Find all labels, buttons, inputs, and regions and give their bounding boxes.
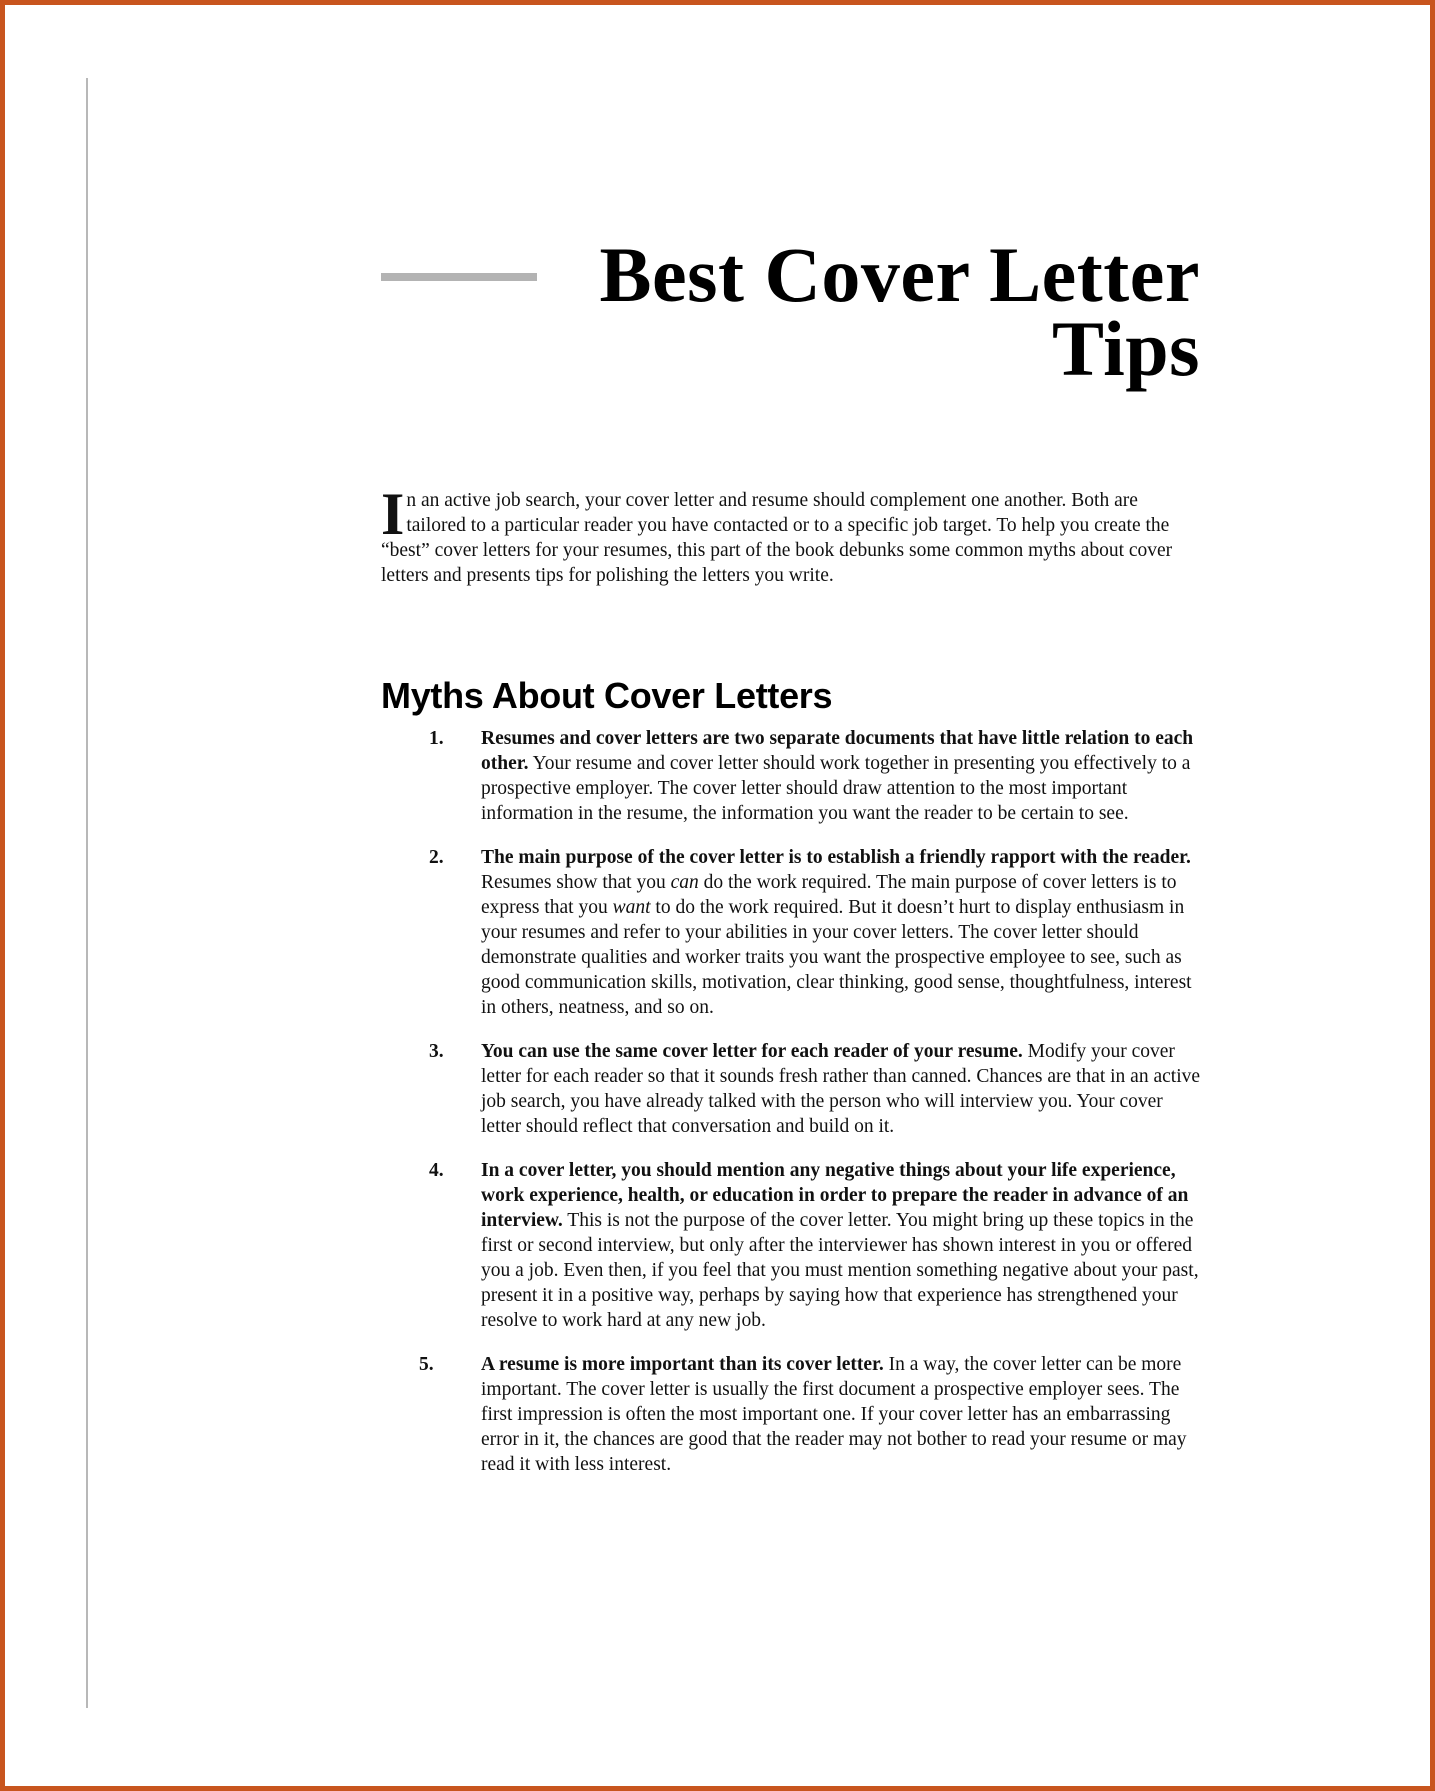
section-heading: Myths About Cover Letters bbox=[381, 675, 833, 716]
intro-paragraph bbox=[381, 481, 1201, 588]
emphasis: can bbox=[670, 872, 699, 893]
emphasis: want bbox=[612, 897, 651, 918]
myth-number: 2. bbox=[429, 847, 444, 868]
page-title bbox=[599, 231, 1200, 392]
title-accent-bar bbox=[381, 273, 537, 281]
title-line-1: Best Cover Letter bbox=[599, 231, 1200, 318]
myth-item bbox=[381, 845, 1201, 1020]
myth-claim: In a cover letter, you should mention any negative things about your life experience, work experience, health, or education in order to prepare the reader in advance of an interview. bbox=[481, 1160, 1189, 1231]
myth-item bbox=[381, 1158, 1201, 1333]
myth-claim: Resumes and cover letters are two separate documents that have little relation to each other. bbox=[481, 728, 1194, 774]
margin-rule bbox=[86, 78, 88, 1708]
myth-number: 5. bbox=[419, 1354, 434, 1375]
intro-text: n an active job search, your cover letter and resume should complement one another. Both are tailored to a particular reader you have contacted or to a specific job target. To help you create the “best” cover letters for your resumes, this part of the book debunks some common myths about cover letters and presents tips for polishing the letters you write. bbox=[381, 490, 1173, 586]
myth-body: Modify your cover letter for each reader so that it sounds fresh rather than canned. Chances are that in an active job search, you have already talked with the person who will interview you. Your cover letter should reflect that conversation and build on it. bbox=[481, 1041, 1201, 1137]
myth-claim: The main purpose of the cover letter is to establish a friendly rapport with the reader. bbox=[481, 847, 1191, 868]
myth-claim: You can use the same cover letter for each reader of your resume. bbox=[481, 1041, 1023, 1062]
myth-number: 4. bbox=[429, 1160, 444, 1181]
title-line-2: Tips bbox=[1051, 305, 1200, 392]
myth-body: This is not the purpose of the cover letter. You might bring up these topics in the first or second interview, but only after the interviewer has shown interest in you or offered you a job. Even then, if you feel that you must mention something negative about your past, present it in a positive way, perhaps by saying how that experience has strengthened your resolve to work hard at any new job. bbox=[481, 1210, 1199, 1331]
myth-body: to do the work required. But it doesn’t hurt to display enthusiasm in your resumes and refer to your abilities in your cover letters. The cover letter should demonstrate qualities and worker traits you want the prospective employee to see, such as good communication skills, motivation, clear thinking, good sense, thoughtfulness, interest in others, neatness, and so on. bbox=[481, 897, 1192, 1018]
myth-number: 3. bbox=[429, 1041, 444, 1062]
drop-cap: I bbox=[381, 481, 405, 547]
myth-body: In a way, the cover letter can be more important. The cover letter is usually the first document a prospective employer sees. The first impression is often the most important one. If your cover letter has an embarrassing error in it, the chances are good that the reader may not bother to read your resume or may read it with less interest. bbox=[481, 1354, 1187, 1475]
myth-body: Resumes show that you bbox=[481, 872, 671, 893]
myth-item bbox=[381, 1039, 1201, 1139]
myth-body: Your resume and cover letter should work together in presenting you effectively to a prospective employer. The cover letter should draw attention to the most important information in the resume, the information you want the reader to be certain to see. bbox=[481, 753, 1191, 824]
myth-item bbox=[381, 726, 1201, 826]
myth-number: 1. bbox=[429, 728, 444, 749]
myths-list bbox=[381, 726, 1201, 1496]
myth-claim: A resume is more important than its cover letter. bbox=[481, 1354, 884, 1375]
myth-body: do the work required. The main purpose of cover letters is to express that you bbox=[481, 872, 1177, 918]
myth-item bbox=[381, 1352, 1201, 1477]
